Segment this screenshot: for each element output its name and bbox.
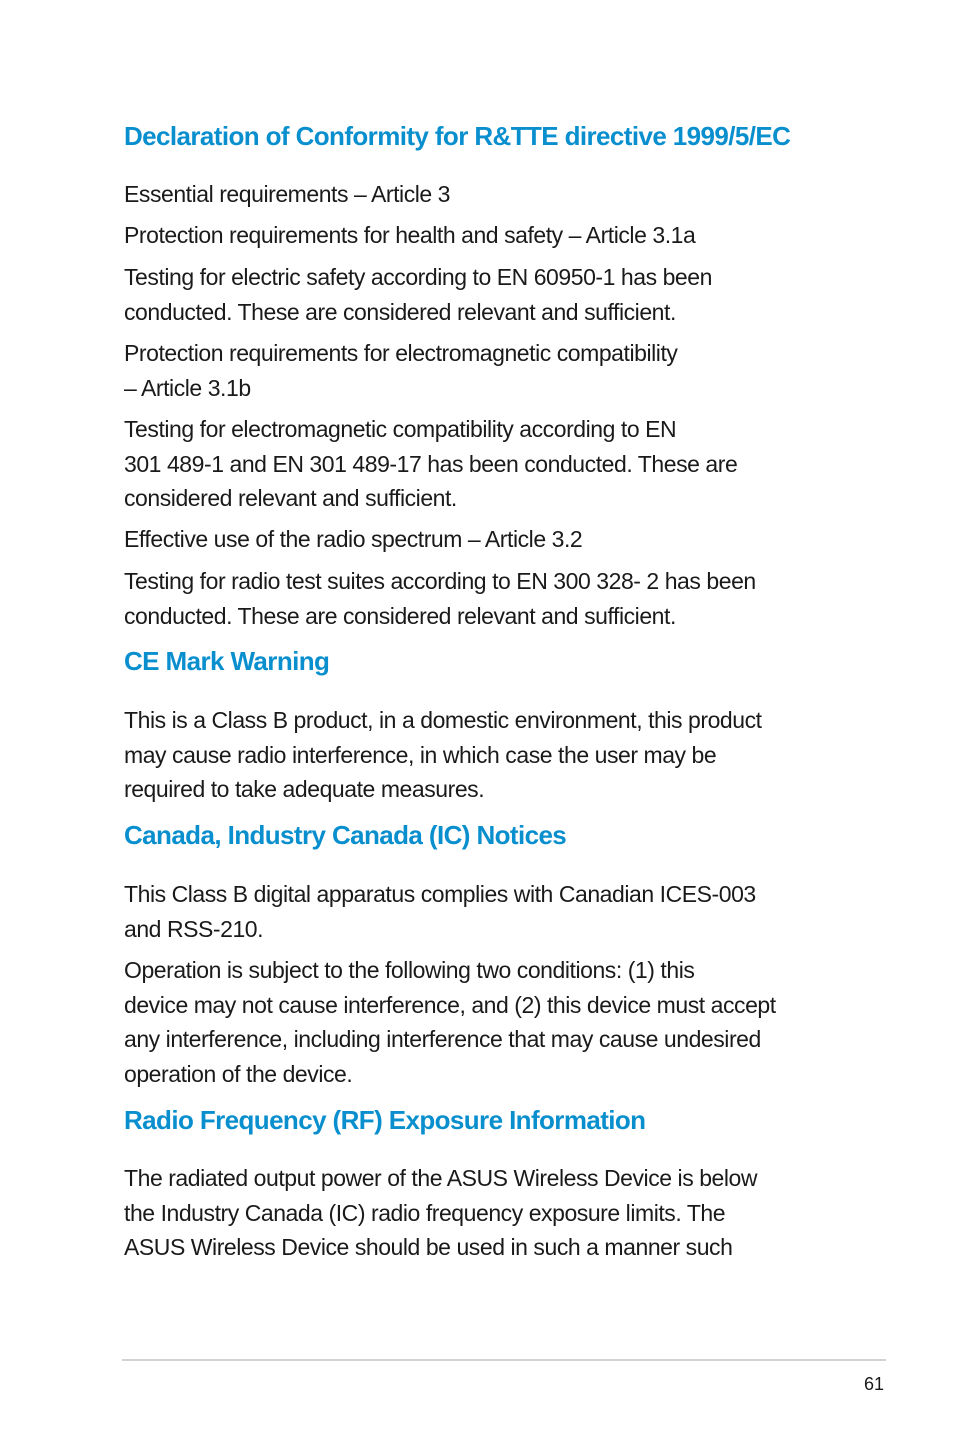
paragraph: Protection requirements for health and safety – Article 3.1a xyxy=(124,222,696,248)
page-number: 61 xyxy=(863,1374,884,1394)
section-heading-canada-ic: Canada, Industry Canada (IC) Notices xyxy=(124,820,567,850)
paragraph: Essential requirements – Article 3 xyxy=(124,181,451,207)
paragraph: This Class B digital apparatus complies with Canadian ICES-003 and RSS-210. xyxy=(124,881,756,942)
paragraph: Protection requirements for electromagnetic compatibility – Article 3.1b xyxy=(124,340,678,401)
section-heading-rtte: Declaration of Conformity for R&TTE directive 1999/5/EC xyxy=(124,121,791,151)
paragraph: Testing for electric safety according to EN 60950-1 has been conducted. These are considered relevant and sufficient. xyxy=(124,264,712,325)
paragraph: Operation is subject to the following two conditions: (1) this device may not cause interference, and (2) this device must accept any interference, including interference that may cause undesired operation of the device. xyxy=(124,957,776,1087)
paragraph: This is a Class B product, in a domestic environment, this product may cause radio interference, in which case the user may be required to take adequate measures. xyxy=(124,707,762,802)
footer-divider xyxy=(122,1359,886,1361)
paragraph: The radiated output power of the ASUS Wireless Device is below the Industry Canada (IC) radio frequency exposure limits. The ASUS Wireless Device should be used in such a manner such xyxy=(124,1165,758,1260)
section-heading-ce-mark: CE Mark Warning xyxy=(124,646,330,676)
paragraph: Testing for radio test suites according to EN 300 328- 2 has been conducted. These are considered relevant and sufficient. xyxy=(124,568,756,629)
paragraph: Testing for electromagnetic compatibility according to EN 301 489-1 and EN 301 489-17 has been conducted. These are considered relevant and sufficient. xyxy=(124,416,738,511)
paragraph: Effective use of the radio spectrum – Article 3.2 xyxy=(124,526,583,552)
section-heading-rf-exposure: Radio Frequency (RF) Exposure Information xyxy=(124,1105,646,1135)
